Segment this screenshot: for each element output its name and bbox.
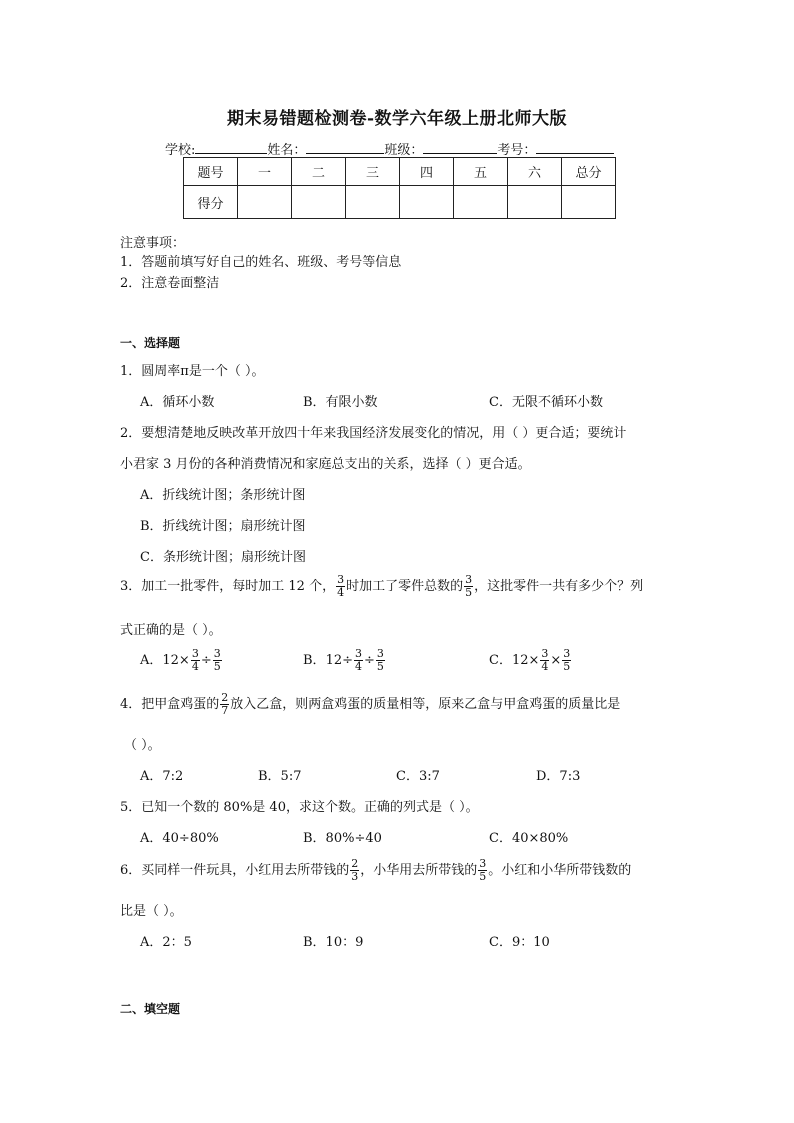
table-header-cell: 题号: [184, 158, 238, 186]
class-label: 班级：: [384, 143, 424, 158]
note-item: 2．注意卷面整洁: [120, 276, 220, 291]
question-6-stem-line2: 比是（ ）。: [120, 904, 183, 919]
number-label: 考号：: [497, 143, 537, 158]
q6-option-c[interactable]: C．9：10: [489, 935, 550, 950]
score-table: [183, 157, 616, 219]
table-header-cell: 三: [346, 158, 400, 186]
school-blank[interactable]: [195, 141, 267, 154]
number-blank[interactable]: [536, 141, 614, 154]
question-6-stem-line1: 6．买同样一件玩具，小红用去所带钱的 $\frac{2}{3}$ ，小华用去所带钱的 $\frac{3}{5}$ 。小红和小华所带钱数的: [120, 857, 632, 883]
q3-option-b[interactable]: B．12÷ $\frac{3}{4}$ ÷ $\frac{3}{5}$: [303, 647, 384, 673]
name-blank[interactable]: [306, 141, 384, 154]
q3-option-a[interactable]: A．12× $\frac{3}{4}$ ÷ $\frac{3}{5}$: [140, 647, 221, 673]
question-4-stem-line2: （ ）。: [124, 738, 161, 753]
q1-option-b[interactable]: B．有限小数: [303, 395, 378, 410]
table-header-cell: 五: [454, 158, 508, 186]
q4-option-b[interactable]: B．5:7: [258, 769, 302, 784]
q4-option-d[interactable]: D．7:3: [536, 769, 581, 784]
question-3-stem-line2: 式正确的是（ ）。: [120, 623, 222, 638]
q4-option-a[interactable]: A．7:2: [140, 769, 184, 784]
class-blank[interactable]: [423, 141, 497, 154]
fraction: $\frac{3}{5}$: [465, 573, 473, 599]
score-cell[interactable]: [454, 186, 508, 219]
q3-text: 时加工了零件总数的: [346, 579, 464, 594]
score-table-score-row: [184, 186, 616, 219]
q5-option-c[interactable]: C．40×80%: [489, 831, 569, 846]
table-header-cell: 总分: [562, 158, 616, 186]
fraction: $\frac{3}{5}$: [376, 647, 384, 673]
table-header-cell: 一: [238, 158, 292, 186]
q1-option-c[interactable]: C．无限不循环小数: [489, 395, 603, 410]
fraction: $\frac{3}{5}$: [479, 857, 487, 883]
table-header-cell: 六: [508, 158, 562, 186]
name-label: 姓名：: [267, 143, 307, 158]
score-cell[interactable]: [238, 186, 292, 219]
score-row-label: 得分: [184, 186, 238, 219]
q4-option-c[interactable]: C．3:7: [396, 769, 440, 784]
student-info-line: [165, 139, 614, 158]
fraction: $\frac{3}{4}$: [541, 647, 549, 673]
question-4-stem-line1: 4．把甲盒鸡蛋的 $\frac{2}{7}$ 放入乙盒，则两盒鸡蛋的质量相等，原来乙盒与甲盒鸡蛋的质量比是: [120, 691, 621, 717]
q3-option-c[interactable]: C．12× $\frac{3}{4}$ × $\frac{3}{5}$: [489, 647, 571, 673]
score-table-header-row: [184, 158, 616, 186]
fraction: $\frac{2}{3}$: [351, 857, 359, 883]
section-heading: 一、选择题: [120, 336, 181, 350]
q6-option-a[interactable]: A．2：5: [140, 935, 192, 950]
fraction: $\frac{3}{4}$: [337, 573, 345, 599]
note-item: 1．答题前填写好自己的姓名、班级、考号等信息: [120, 255, 402, 270]
q2-option-a[interactable]: A．折线统计图；条形统计图: [140, 488, 306, 503]
q3-text: ，这批零件一共有多少个？列: [474, 579, 644, 594]
score-cell[interactable]: [292, 186, 346, 219]
question-2-stem-line1: 2．要想清楚地反映改革开放四十年来我国经济发展变化的情况，用（ ）更合适；要统计: [120, 426, 627, 441]
table-header-cell: 二: [292, 158, 346, 186]
school-label: 学校:: [165, 143, 196, 158]
fraction: $\frac{3}{5}$: [563, 647, 571, 673]
table-header-cell: 四: [400, 158, 454, 186]
q5-option-b[interactable]: B．80%÷40: [303, 831, 382, 846]
q2-option-b[interactable]: B．折线统计图；扇形统计图: [140, 519, 306, 534]
score-cell[interactable]: [562, 186, 616, 219]
notes-heading: 注意事项：: [120, 236, 186, 251]
score-cell[interactable]: [346, 186, 400, 219]
fraction: $\frac{3}{4}$: [355, 647, 362, 673]
q1-option-a[interactable]: A．循环小数: [140, 395, 215, 410]
score-cell[interactable]: [508, 186, 562, 219]
q2-option-c[interactable]: C．条形统计图；扇形统计图: [140, 550, 306, 565]
question-3-stem-line1: [120, 574, 643, 599]
score-cell[interactable]: [400, 186, 454, 219]
question-2-stem-line2: 小君家 3 月份的各种消费情况和家庭总支出的关系，选择（ ）更合适。: [120, 457, 531, 472]
fraction: $\frac{3}{4}$: [191, 647, 199, 673]
q6-option-b[interactable]: B．10：9: [303, 935, 364, 950]
question-1-stem: 1．圆周率π是一个（ ）。: [120, 364, 265, 379]
section-heading: 二、填空题: [120, 1002, 181, 1016]
q3-text: 3．加工一批零件，每时加工 12 个，: [120, 579, 336, 594]
fraction: $\frac{3}{5}$: [213, 647, 221, 673]
page-title: 期末易错题检测卷-数学六年级上册北师大版: [226, 109, 568, 129]
fraction: $\frac{2}{7}$: [221, 691, 229, 717]
q5-option-a[interactable]: A．40÷80%: [140, 831, 219, 846]
question-5-stem: 5．已知一个数的 80%是 40，求这个数。正确的列式是（ ）。: [120, 800, 479, 815]
